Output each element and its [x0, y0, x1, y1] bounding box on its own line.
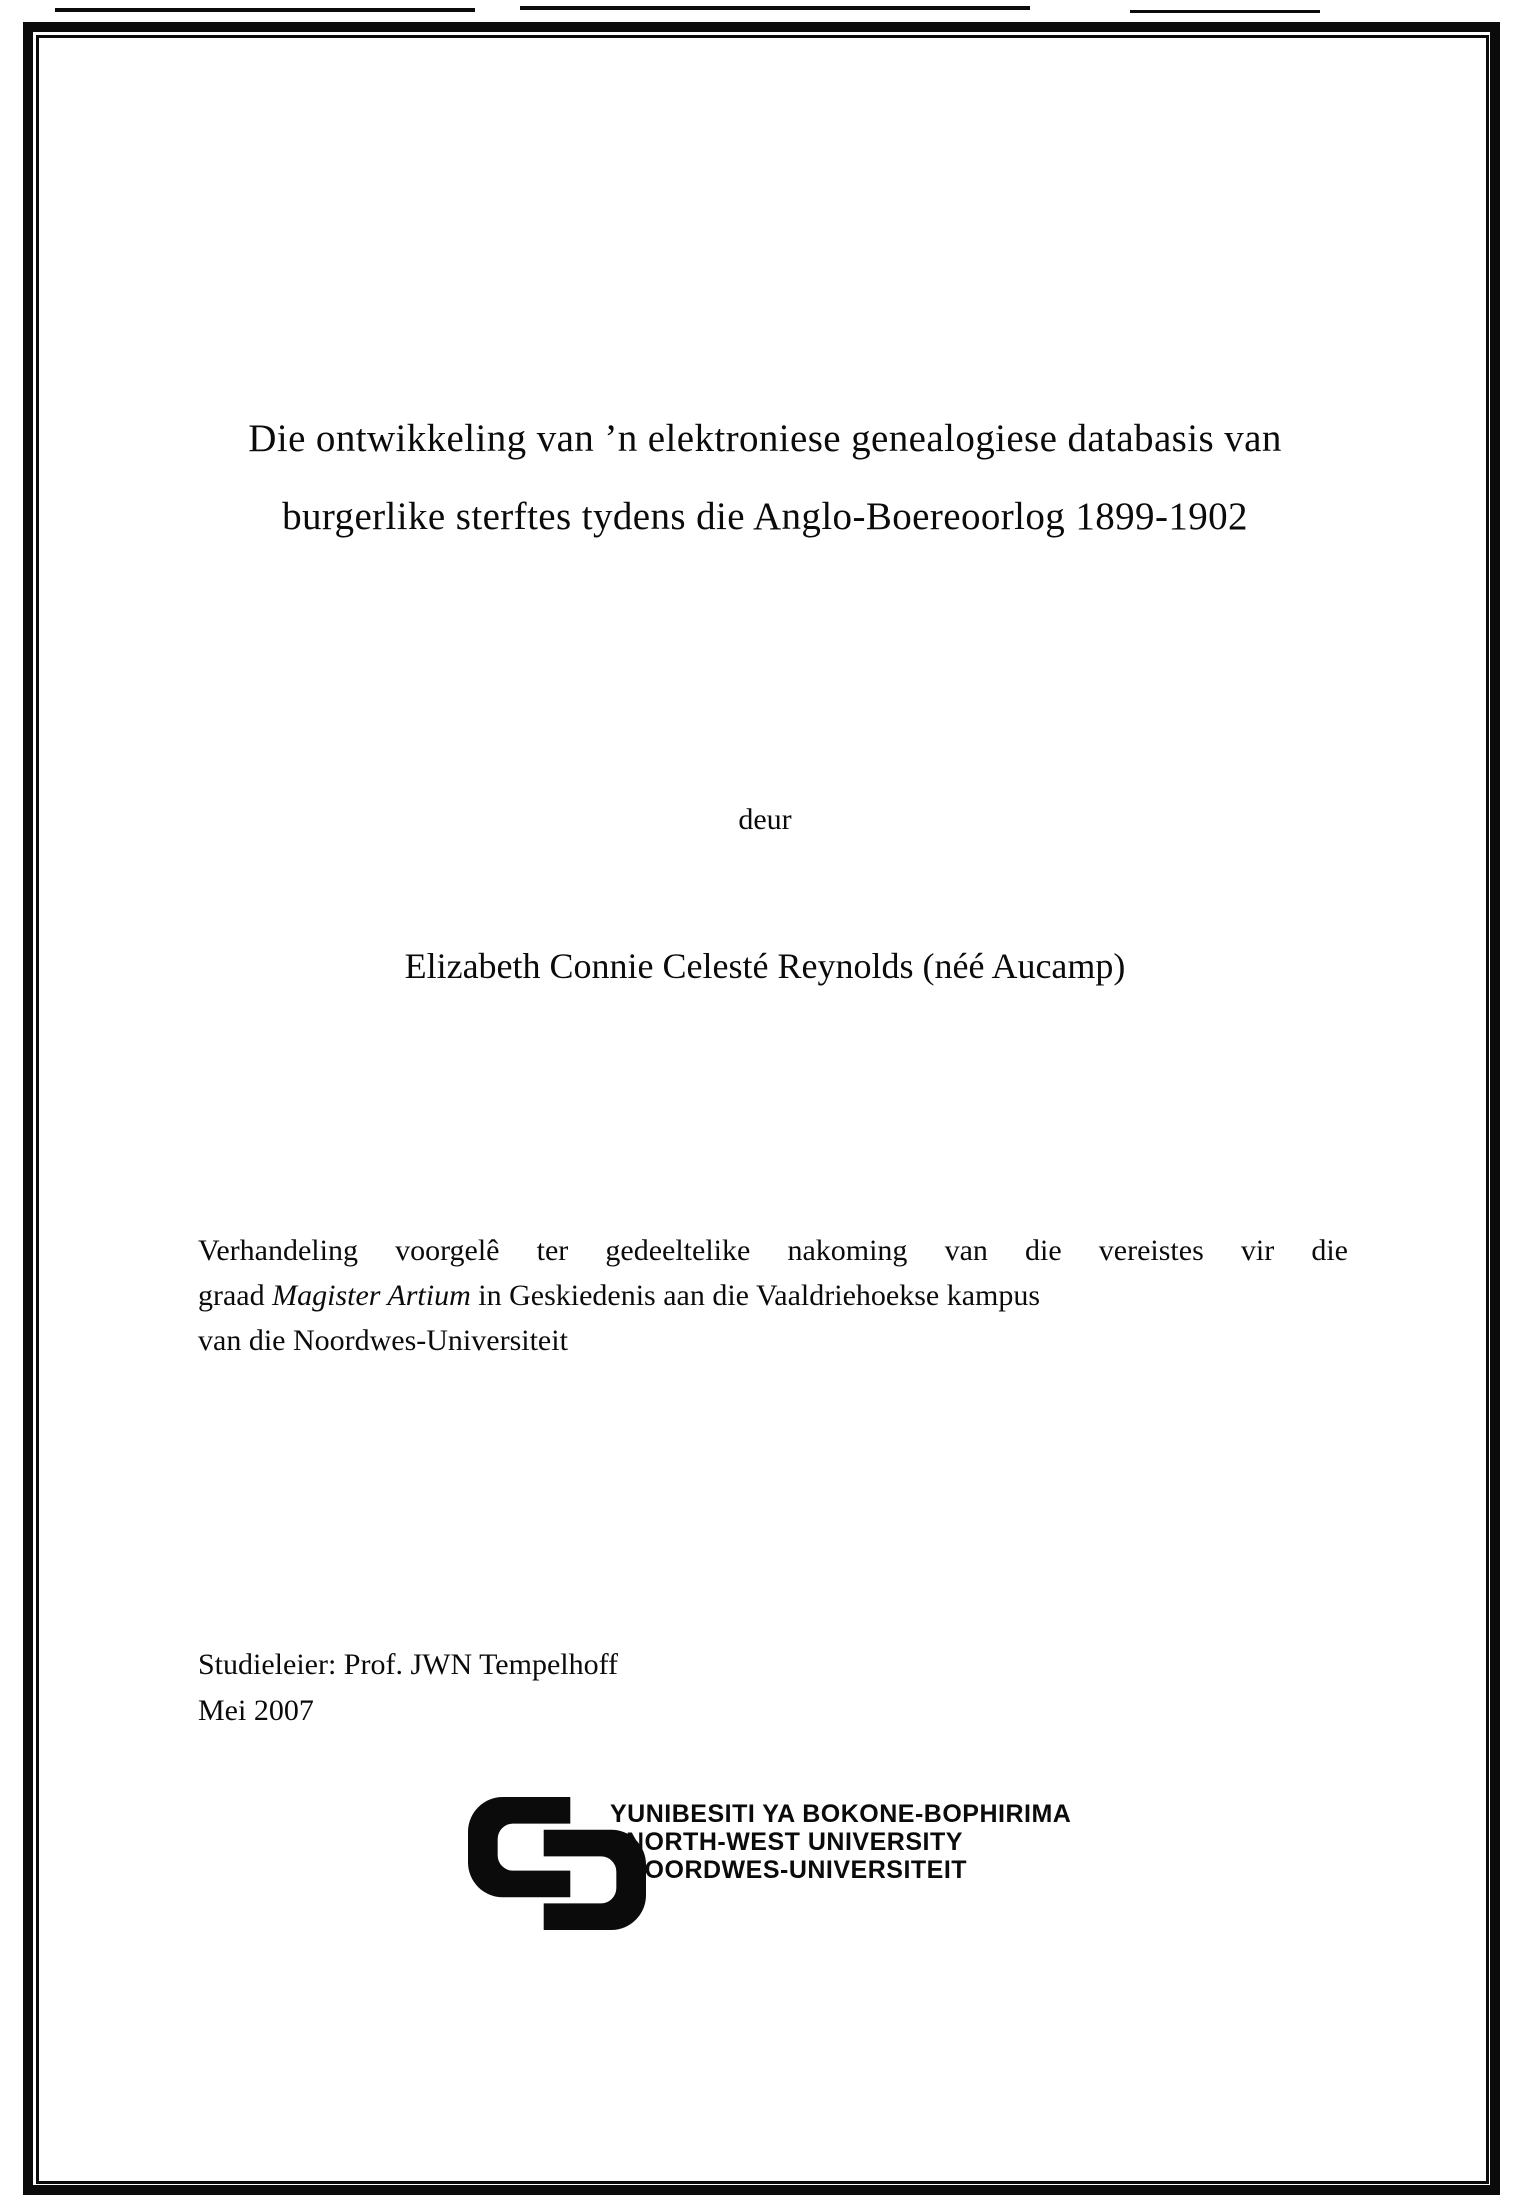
thesis-statement — [198, 1228, 1348, 1363]
author-name: Elizabeth Connie Celesté Reynolds (néé Aucamp) — [404, 946, 1126, 986]
date-line: Mei 2007 — [198, 1694, 314, 1727]
scan-artifact — [520, 6, 1030, 10]
logo-text-afrikaans: NOORDWES-UNIVERSITEIT — [626, 1856, 968, 1884]
university-logo — [468, 1795, 1128, 1945]
scan-artifact — [1130, 10, 1320, 13]
logo-text-english: NORTH-WEST UNIVERSITY — [626, 1828, 963, 1856]
supervisor-block — [198, 1642, 1098, 1734]
thesis-statement-line2 — [198, 1273, 1348, 1318]
thesis-statement-line1: Verhandeling voorgelê ter gedeeltelike nakoming van die vereistes vir die — [198, 1234, 1348, 1267]
byline-label: deur — [738, 803, 792, 836]
logo-text-setswana: YUNIBESITI YA BOKONE-BOPHIRIMA — [610, 1800, 1072, 1828]
thesis-statement-line2-pre: graad — [198, 1279, 273, 1312]
thesis-title-line2: burgerlike sterftes tydens die Anglo-Boereoorlog 1899-1902 — [282, 495, 1248, 538]
university-logo-text — [610, 1800, 1120, 1884]
supervisor-line: Studieleier: Prof. JWN Tempelhoff — [198, 1648, 619, 1681]
thesis-statement-line2-post: in Geskiedenis aan die Vaaldriehoekse kampus — [470, 1279, 1041, 1312]
degree-name-italic: Magister Artium — [272, 1279, 471, 1312]
thesis-statement-line3: van die Noordwes-Universiteit — [198, 1324, 568, 1357]
thesis-title — [120, 400, 1410, 556]
scan-artifact — [55, 8, 475, 12]
thesis-title-line1: Die ontwikkeling van ’n elektroniese genealogiese databasis van — [248, 417, 1282, 460]
